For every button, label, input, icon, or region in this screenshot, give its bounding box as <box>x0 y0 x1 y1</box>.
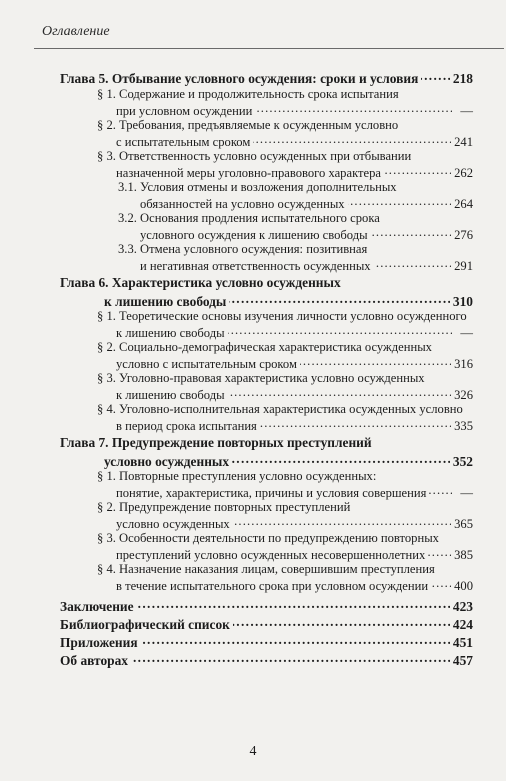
toc-page-number: 291 <box>454 259 473 273</box>
toc-section-7-4[interactable] <box>116 576 473 593</box>
toc-entry-title: назначенной меры уголовно-правового характера <box>116 166 381 180</box>
toc-section-6-2[interactable] <box>116 354 473 371</box>
toc-entry-title: условного осуждения к лишению свободы <box>140 228 368 242</box>
toc-page-number: 451 <box>452 635 473 650</box>
toc-page-number: 316 <box>454 357 473 371</box>
dot-leader <box>421 69 450 83</box>
dot-leader <box>374 256 452 270</box>
toc-entry-title: и негативная ответственность осужденных <box>140 259 371 273</box>
toc-page-number: — <box>460 486 473 500</box>
toc-subsection-3-2[interactable] <box>140 225 473 242</box>
page-number: 4 <box>249 744 257 759</box>
toc-page-number: 276 <box>454 228 473 242</box>
toc-section-title: § 2. Требования, предъявляемые к осужденным условно <box>97 118 399 132</box>
toc-entry-title: Заключение <box>60 599 134 614</box>
toc-section-7-1[interactable] <box>116 483 473 500</box>
toc-page-number: 218 <box>452 71 473 86</box>
toc-entry-title: обязанностей на условно осужденных <box>140 197 345 211</box>
dot-leader <box>233 514 451 528</box>
toc-entry-title: Библиографический список <box>60 617 230 632</box>
toc-entry-title: к лишению свободы <box>116 326 225 340</box>
toc-entry-title: понятие, характеристика, причины и условия совершения <box>116 486 427 500</box>
dot-leader <box>137 597 450 611</box>
toc-entry-title: Приложения <box>60 635 138 650</box>
toc-section-7-2[interactable] <box>116 514 473 531</box>
toc-entry-title: в период срока испытания <box>116 419 257 433</box>
toc-page-number: 335 <box>454 419 473 433</box>
dot-leader <box>429 483 452 497</box>
toc-entry-title: Глава 5. Отбывание условного осуждения: сроки и условия <box>60 71 419 86</box>
toc-page-number: 423 <box>452 599 473 614</box>
toc-chapter-7[interactable] <box>104 452 473 469</box>
dot-leader <box>384 163 451 177</box>
toc-page-number: 385 <box>454 548 473 562</box>
dot-leader <box>131 651 450 665</box>
toc-page-number: 326 <box>454 388 473 402</box>
toc-page-number: 310 <box>452 294 473 309</box>
toc-section-5-2[interactable] <box>116 132 473 149</box>
dot-leader <box>300 354 451 368</box>
toc-section-title: § 4. Уголовно-исполнительная характеристика осужденных условно <box>97 402 463 416</box>
toc-section-6-1[interactable] <box>116 323 473 340</box>
toc-section-title: § 3. Особенности деятельности по предупреждению повторных <box>97 531 439 545</box>
dot-leader <box>431 576 451 590</box>
toc-entry-title: при условном осуждении <box>116 104 253 118</box>
toc-page-number: 262 <box>454 166 473 180</box>
toc-subsection-title: 3.1. Условия отмены и возложения дополнительных <box>118 180 397 194</box>
dot-leader <box>141 633 450 647</box>
toc-appendices[interactable] <box>60 633 473 650</box>
toc-subsection-title: 3.2. Основания продления испытательного срока <box>118 211 380 225</box>
toc-section-title: § 4. Назначение наказания лицам, совершившим преступления <box>97 562 435 576</box>
toc-entry-title: к лишению свободы <box>104 294 227 309</box>
toc-section-5-3[interactable] <box>116 163 473 180</box>
running-header: Оглавление <box>42 24 110 39</box>
dot-leader <box>232 452 450 466</box>
toc-entry-title: условно с испытательным сроком <box>116 357 297 371</box>
toc-entry-title: преступлений условно осужденных несовершеннолетних <box>116 548 426 562</box>
toc-section-7-3[interactable] <box>116 545 473 562</box>
toc-entry-title: с испытательным сроком <box>116 135 251 149</box>
dot-leader <box>428 545 451 559</box>
toc-entry-title: в течение испытательного срока при условном осуждении <box>116 579 429 593</box>
toc-page-number: 400 <box>454 579 473 593</box>
toc-page-number: 352 <box>452 454 473 469</box>
toc-page-number: 241 <box>454 135 473 149</box>
toc-entry-title: условно осужденных <box>116 517 230 531</box>
toc-about-authors[interactable] <box>60 651 473 668</box>
toc-entry-title: к лишению свободы <box>116 388 225 402</box>
dot-leader <box>228 323 452 337</box>
dot-leader <box>255 101 452 115</box>
toc-section-title: § 2. Предупреждение повторных преступлений <box>97 500 351 514</box>
toc-section-title: § 3. Ответственность условно осужденных при отбывании <box>97 149 412 163</box>
toc-page-number: — <box>460 326 473 340</box>
toc-entry-title: Об авторах <box>60 653 128 668</box>
toc-chapter-6[interactable] <box>104 292 473 309</box>
toc-page-number: 424 <box>452 617 473 632</box>
toc-conclusion[interactable] <box>60 597 473 614</box>
dot-leader <box>229 292 450 306</box>
toc-chapter-title: Глава 6. Характеристика условно осужденных <box>60 275 341 290</box>
dot-leader <box>233 615 450 629</box>
toc-chapter-5[interactable] <box>60 69 473 86</box>
toc-section-6-3[interactable] <box>116 385 473 402</box>
toc-chapter-title: Глава 7. Предупреждение повторных преступлений <box>60 435 372 450</box>
dot-leader <box>260 416 451 430</box>
toc-section-title: § 2. Социально-демографическая характеристика осужденных <box>97 340 432 354</box>
toc-page-number: 264 <box>454 197 473 211</box>
dot-leader <box>253 132 451 146</box>
toc-section-title: § 3. Уголовно-правовая характеристика условно осужденных <box>97 371 425 385</box>
toc-bibliography[interactable] <box>60 615 473 632</box>
toc-entry-title: условно осужденных <box>104 454 230 469</box>
toc-section-title: § 1. Содержание и продолжительность срока испытания <box>97 87 399 101</box>
toc-section-6-4[interactable] <box>116 416 473 433</box>
toc-subsection-3-1[interactable] <box>140 194 473 211</box>
toc-page-number: 365 <box>454 517 473 531</box>
toc-page-number: 457 <box>452 653 473 668</box>
toc-section-title: § 1. Теоретические основы изучения личности условно осужденного <box>97 309 467 323</box>
toc-section-5-1[interactable] <box>116 101 473 118</box>
dot-leader <box>371 225 452 239</box>
toc-section-title: § 1. Повторные преступления условно осужденных: <box>97 469 377 483</box>
dot-leader <box>228 385 452 399</box>
toc-page-number: — <box>460 104 473 118</box>
toc-subsection-title: 3.3. Отмена условного осуждения: позитивная <box>118 242 368 256</box>
toc-subsection-3-3[interactable] <box>140 256 473 273</box>
dot-leader <box>348 194 452 208</box>
